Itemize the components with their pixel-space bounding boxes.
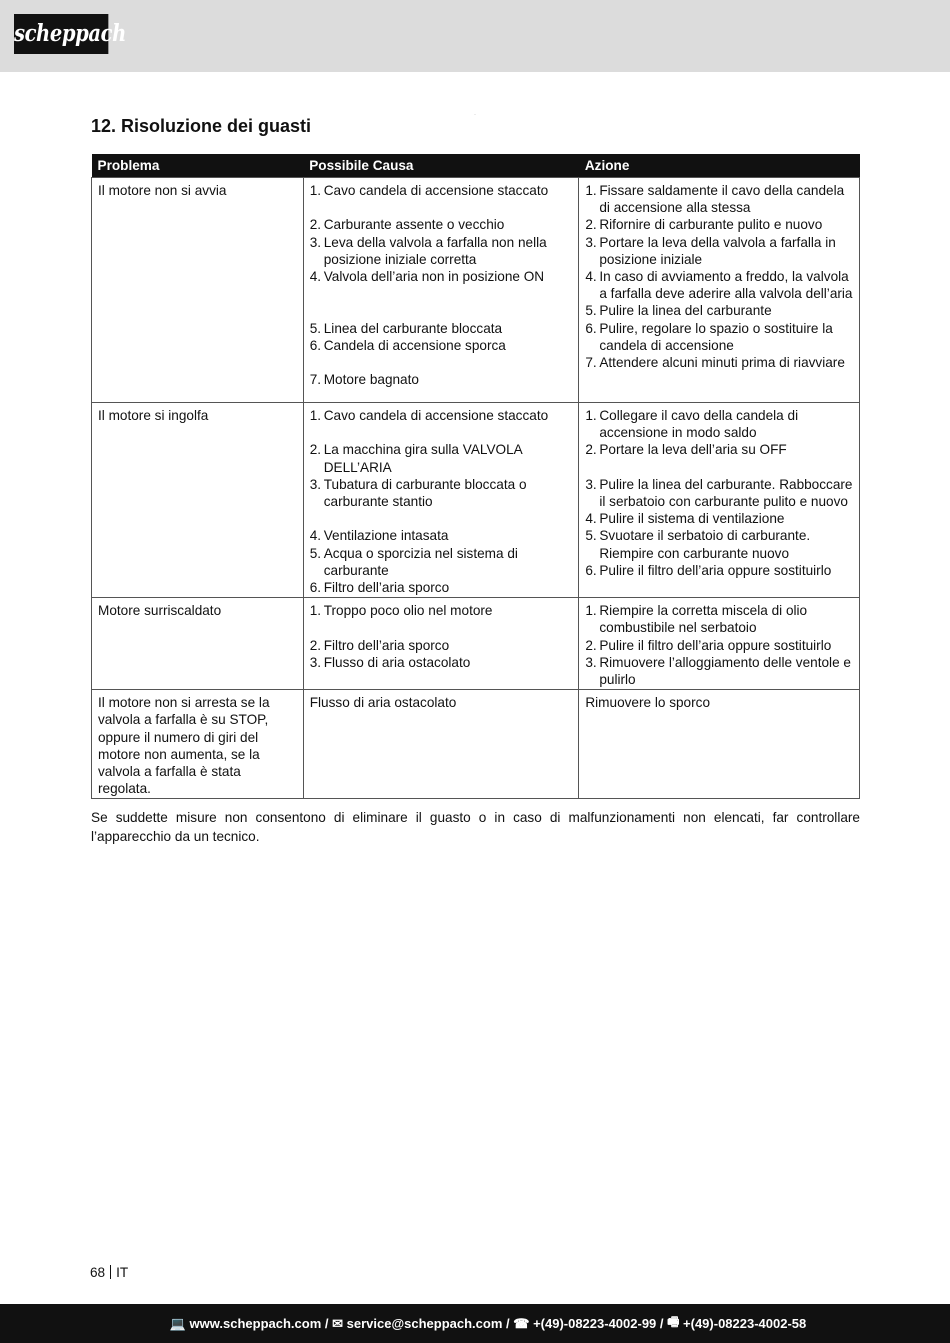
mail-icon: ✉ bbox=[332, 1315, 347, 1331]
phone-icon: ☎ bbox=[513, 1315, 534, 1331]
item-text: Riempire la corretta miscela di olio combustibile nel serbatoio bbox=[599, 603, 808, 636]
item-number: 6. bbox=[585, 320, 597, 336]
list-item bbox=[585, 216, 853, 233]
item-text: Linea del carburante bloccata bbox=[323, 320, 503, 336]
table-header-row bbox=[92, 154, 860, 178]
list-item bbox=[310, 337, 573, 354]
table-row bbox=[92, 690, 860, 799]
problem-cell: Il motore si ingolfa bbox=[92, 403, 304, 598]
technician-note: Se suddette misure non consentono di eliminare il guasto o in caso di malfunzionamenti non elencati, far controllare l’apparecchio da un tecnico. bbox=[91, 810, 860, 844]
action-cell bbox=[579, 403, 860, 598]
item-number: 5. bbox=[309, 320, 322, 336]
item-text: Portare la leva della valvola a farfalla in posizione iniziale bbox=[599, 234, 836, 267]
item-text: Valvola dell’aria non in posizione ON bbox=[323, 269, 545, 284]
action-cell: Rimuovere lo sporco bbox=[579, 690, 860, 799]
item-number: 4. bbox=[585, 511, 597, 527]
item-number: 5. bbox=[309, 545, 322, 561]
item-text: Pulire, regolare lo spazio o sostituire la candela di accensione bbox=[599, 320, 833, 353]
item-text: Tubatura di carburante bloccata o carburante stantio bbox=[323, 476, 527, 509]
list-item bbox=[310, 407, 573, 424]
item-text: Filtro dell’aria sporco bbox=[323, 637, 450, 653]
column-header-cause: Possibile Causa bbox=[303, 154, 579, 178]
list-item bbox=[585, 602, 853, 636]
item-text: Candela di accensione sporca bbox=[323, 337, 506, 353]
list-item bbox=[310, 602, 573, 619]
item-text: La macchina gira sulla VALVOLA DELL’ARIA bbox=[323, 442, 522, 475]
item-text: In caso di avviamento a freddo, la valvola a farfalla deve aderire alla valvola dell’aria bbox=[599, 269, 853, 302]
item-number: 2. bbox=[309, 637, 322, 653]
problem-cell: Motore surriscaldato bbox=[92, 598, 304, 690]
item-text: Acqua o sporcizia nel sistema di carburante bbox=[323, 545, 518, 578]
item-number: 1. bbox=[585, 183, 597, 198]
cause-cell bbox=[303, 403, 579, 598]
cause-cell bbox=[303, 178, 579, 403]
list-item bbox=[310, 182, 573, 199]
footer-separator: / bbox=[656, 1316, 668, 1331]
item-number: 1. bbox=[309, 603, 322, 619]
section-title: 12. Risoluzione dei guasti bbox=[91, 116, 312, 136]
item-text: Ventilazione intasata bbox=[323, 528, 449, 544]
item-text: Pulire il filtro dell’aria oppure sostituirlo bbox=[599, 637, 832, 653]
footer-website[interactable]: www.scheppach.com bbox=[189, 1316, 322, 1331]
item-number: 6. bbox=[309, 580, 322, 595]
language-code: IT bbox=[116, 1265, 129, 1280]
list-item bbox=[585, 182, 853, 216]
item-text: Troppo poco olio nel motore bbox=[323, 603, 493, 619]
list-item bbox=[310, 545, 573, 579]
fax-icon: 🖷 bbox=[667, 1313, 684, 1329]
item-text: Pulire il sistema di ventilazione bbox=[599, 511, 785, 527]
item-text: Flusso di aria ostacolato bbox=[323, 654, 471, 670]
item-number: 3. bbox=[585, 654, 597, 670]
item-text: Collegare il cavo della candela di accensione in modo saldo bbox=[599, 408, 799, 441]
item-text: Filtro dell’aria sporco bbox=[323, 580, 450, 595]
list-item bbox=[585, 562, 853, 579]
item-number: 2. bbox=[585, 637, 597, 653]
list-item bbox=[310, 268, 573, 285]
item-number: 2. bbox=[585, 442, 597, 458]
list-item bbox=[310, 579, 573, 596]
item-number: 3. bbox=[585, 234, 597, 250]
item-text: Svuotare il serbatoio di carburante. Riempire con carburante nuovo bbox=[599, 528, 811, 561]
list-item bbox=[585, 654, 853, 688]
item-text: Motore bagnato bbox=[323, 372, 419, 388]
list-item bbox=[310, 527, 573, 544]
list-item bbox=[310, 637, 573, 654]
item-text: Rifornire di carburante pulito e nuovo bbox=[599, 217, 823, 233]
cause-cell: Flusso di aria ostacolato bbox=[303, 690, 579, 799]
list-item bbox=[310, 654, 573, 671]
item-number: 5. bbox=[585, 303, 597, 319]
item-number: 6. bbox=[309, 337, 322, 353]
footer-separator: / bbox=[502, 1316, 514, 1331]
item-number: 2. bbox=[309, 217, 322, 233]
list-item bbox=[585, 441, 853, 458]
list-item bbox=[585, 268, 853, 302]
list-item bbox=[585, 510, 853, 527]
cause-cell bbox=[303, 598, 579, 690]
footer-separator: / bbox=[321, 1316, 333, 1331]
list-item bbox=[310, 441, 573, 475]
table-row bbox=[92, 403, 860, 598]
item-text: Fissare saldamente il cavo della candela di accensione alla stessa bbox=[599, 183, 845, 216]
item-number: 3. bbox=[309, 654, 322, 670]
list-item bbox=[585, 527, 853, 561]
stray-dot: · bbox=[474, 112, 476, 118]
list-item bbox=[310, 320, 573, 337]
footer-fax: +(49)-08223-4002-58 bbox=[683, 1316, 807, 1331]
troubleshooting-table bbox=[91, 154, 860, 799]
item-number: 4. bbox=[585, 269, 597, 285]
item-number: 7. bbox=[309, 372, 322, 388]
item-text: Pulire la linea del carburante bbox=[599, 303, 772, 319]
action-cell bbox=[579, 178, 860, 403]
item-number: 6. bbox=[585, 562, 597, 578]
item-text: Rimuovere l’alloggiamento delle ventole e pulirlo bbox=[599, 654, 851, 688]
list-item bbox=[585, 234, 853, 268]
page-divider bbox=[110, 1265, 111, 1279]
problem-cell: Il motore non si avvia bbox=[92, 178, 304, 403]
list-item bbox=[310, 371, 573, 388]
item-number: 2. bbox=[309, 442, 322, 458]
header-bar bbox=[0, 0, 950, 72]
item-number: 3. bbox=[309, 234, 322, 250]
list-item bbox=[310, 234, 573, 268]
item-text: Pulire la linea del carburante. Rabboccare il serbatoio con carburante pulito e nuovo bbox=[599, 476, 853, 509]
item-number: 7. bbox=[585, 355, 597, 371]
item-text: Cavo candela di accensione staccato bbox=[323, 408, 549, 423]
item-number: 5. bbox=[585, 528, 597, 544]
item-text: Carburante assente o vecchio bbox=[323, 217, 505, 233]
footer-email[interactable]: service@scheppach.com bbox=[346, 1316, 503, 1331]
item-text: Cavo candela di accensione staccato bbox=[323, 183, 549, 198]
column-header-action: Azione bbox=[579, 154, 860, 178]
item-number: 4. bbox=[309, 528, 322, 544]
table-row bbox=[92, 598, 860, 690]
list-item bbox=[585, 476, 853, 510]
item-number: 3. bbox=[309, 476, 322, 492]
item-text: Leva della valvola a farfalla non nella posizione iniziale corretta bbox=[323, 234, 547, 267]
brand-logo: scheppach bbox=[14, 14, 108, 54]
list-item bbox=[310, 216, 573, 233]
item-number: 1. bbox=[585, 408, 597, 423]
item-text: Attendere alcuni minuti prima di riavviare bbox=[599, 355, 845, 371]
list-item bbox=[585, 407, 853, 441]
action-cell bbox=[579, 598, 860, 690]
list-item bbox=[585, 354, 853, 371]
column-header-problem: Problema bbox=[92, 154, 304, 178]
computer-icon: 💻 bbox=[169, 1315, 190, 1331]
problem-cell: Il motore non si arresta se la valvola a farfalla è su STOP, oppure il numero di giri del motore non aumenta, se la valvola a farfalla è stata regolata. bbox=[92, 690, 304, 799]
item-text: Portare la leva dell’aria su OFF bbox=[599, 442, 787, 458]
footer-phone: +(49)-08223-4002-99 bbox=[533, 1316, 657, 1331]
list-item bbox=[585, 637, 853, 654]
list-item bbox=[585, 302, 853, 319]
page-number-value: 68 bbox=[90, 1265, 106, 1280]
item-number: 1. bbox=[309, 183, 322, 198]
list-item bbox=[310, 476, 573, 510]
item-number: 2. bbox=[585, 217, 597, 233]
item-number: 1. bbox=[585, 603, 597, 619]
footer-bar bbox=[0, 1304, 950, 1343]
item-number: 3. bbox=[585, 476, 597, 492]
table-row bbox=[92, 178, 860, 403]
item-text: Pulire il filtro dell’aria oppure sostituirlo bbox=[599, 562, 832, 578]
item-number: 4. bbox=[309, 269, 322, 284]
item-number: 1. bbox=[309, 408, 322, 423]
page-number bbox=[90, 1265, 128, 1280]
list-item bbox=[585, 320, 853, 354]
